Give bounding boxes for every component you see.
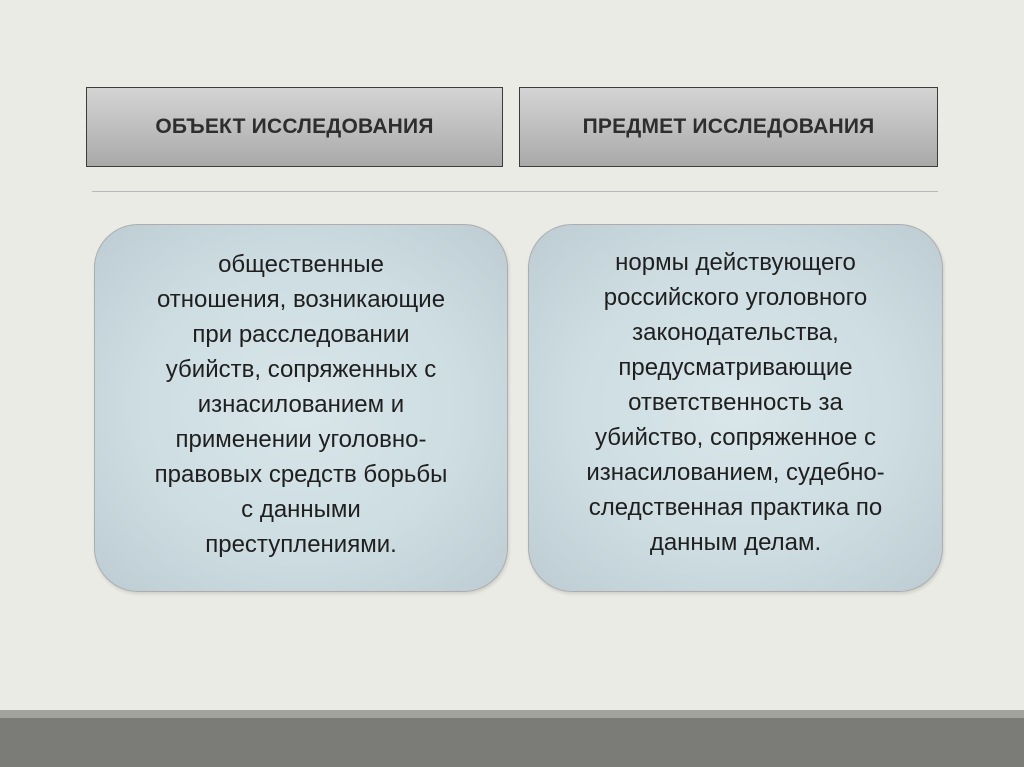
subject-header-title: ПРЕДМЕТ ИССЛЕДОВАНИЯ: [582, 115, 875, 138]
object-line: изнасилованием и: [197, 390, 405, 418]
object-line: убийств, сопряженных с: [165, 355, 437, 383]
subject-header-box: [519, 87, 938, 167]
subject-line: следственная практика по: [588, 493, 883, 521]
footer-bar: [0, 718, 1024, 767]
object-description-text: [116, 247, 486, 562]
object-header-title: ОБЪЕКТ ИССЛЕДОВАНИЯ: [155, 115, 434, 138]
object-line: преступлениями.: [205, 530, 397, 558]
divider-line: [92, 191, 938, 192]
subject-line: предусматривающие: [618, 353, 853, 381]
subject-description-text: [541, 245, 931, 560]
subject-line: убийство, сопряженное с: [595, 423, 876, 451]
object-line: общественные: [218, 250, 384, 278]
subject-line: изнасилованием, судебно-: [586, 458, 885, 486]
subject-line: данным делам.: [649, 528, 822, 556]
object-description-card: [94, 224, 508, 592]
object-line: правовых средств борьбы: [154, 460, 448, 488]
subject-line: российского уголовного: [603, 283, 868, 311]
footer-accent-line: [0, 710, 1024, 718]
subject-line: нормы действующего: [615, 248, 856, 276]
subject-line: законодательства,: [632, 318, 839, 346]
object-line: отношения, возникающие: [156, 285, 446, 313]
object-line: применении уголовно-: [175, 425, 427, 453]
subject-description-card: [528, 224, 943, 592]
object-header-box: [86, 87, 503, 167]
object-line: при расследовании: [192, 320, 410, 348]
object-line: с данными: [241, 495, 361, 523]
subject-line: ответственность за: [628, 388, 843, 416]
